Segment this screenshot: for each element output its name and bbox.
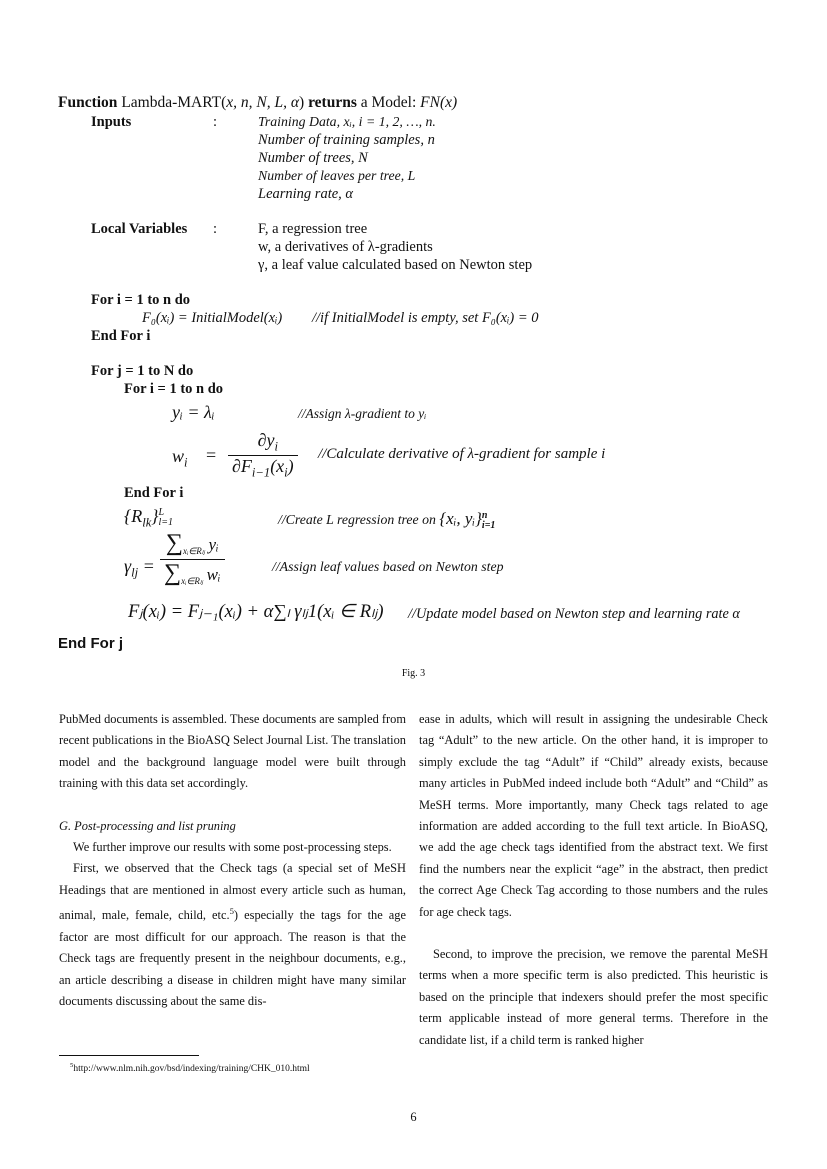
- left-paragraph: We further improve our results with some post-processing steps.: [73, 840, 392, 855]
- w-equals: =: [206, 445, 217, 465]
- returns-text: a Model:: [356, 94, 421, 111]
- footnote: [70, 1062, 310, 1074]
- w-denominator-close: ): [287, 455, 294, 476]
- assign-y-comment: //Assign λ-gradient to yᵢ: [298, 406, 427, 421]
- end-for-i: End For i: [91, 328, 151, 344]
- function-close: ): [299, 94, 305, 111]
- local-line: w, a derivatives of λ-gradients: [258, 239, 433, 255]
- gamma-lhs: [124, 556, 155, 581]
- inner-for-head: For i = 1 to n do: [124, 381, 224, 397]
- local-line: F, a regression tree: [258, 221, 368, 237]
- tree-comment: [278, 509, 495, 531]
- paragraph-text: ) especially the tags for the age factor are most difficult for our approach. The reason is that the Check tags are frequently present in the neighbour documents, e.g., an article describing a disease in children might have many similar documents discussing about the same dis-: [59, 908, 406, 1008]
- returns-keyword: returns: [308, 94, 357, 111]
- inner-end-for: End For i: [124, 485, 184, 501]
- w-denominator: ∂F: [232, 455, 252, 476]
- inputs-label: Inputs: [91, 114, 132, 130]
- tree-data-range: i=1: [481, 519, 496, 531]
- footnote-url: http://www.nlm.nih.gov/bsd/indexing/training/CHK_010.html: [73, 1064, 310, 1075]
- input-line: Training Data, xᵢ, i = 1, 2, …, n.: [258, 114, 436, 129]
- gamma-sum-top: ∑: [165, 530, 183, 556]
- w-subscript: i: [184, 455, 188, 470]
- update-comment: //Update model based on Newton step and learning rate α: [408, 606, 740, 622]
- w-comment: //Calculate derivative of λ-gradient for sample i: [318, 446, 606, 462]
- locals-colon: :: [213, 221, 218, 237]
- tree-set-upper: L: [158, 506, 165, 518]
- w-fraction: [228, 430, 298, 480]
- paragraph-text: First, we observed that the Check tags (a special set of MeSH Headings that are mentioned in almost every article such as human, animal, male, female, child, etc.: [59, 861, 406, 923]
- w-lhs: [172, 446, 188, 471]
- left-column: [59, 709, 406, 1012]
- function-keyword: Function: [58, 94, 118, 111]
- page-number: 6: [410, 1110, 417, 1124]
- algorithm-signature: [58, 94, 457, 112]
- input-line: Learning rate, α: [258, 186, 354, 202]
- for-j-head: For j = 1 to N do: [91, 363, 194, 379]
- for-i-head: For i = 1 to n do: [91, 292, 191, 308]
- tree-set-open: {R: [124, 506, 143, 526]
- tree-set-lhs: [124, 506, 173, 531]
- inputs-colon: :: [213, 114, 218, 130]
- function-args: x, n, N, L, α: [226, 94, 300, 111]
- w-numerator-subscript: i: [274, 439, 279, 454]
- end-for-j: End For j: [58, 635, 123, 652]
- w-numerator: ∂y: [257, 430, 275, 450]
- right-paragraph: Second, to improve the precision, we remove the parental MeSH terms when a more specific term is also predicted. This heuristic is based on the principle that indexers should prefer the most specific term applicable instead of more general terms. Therefore in the candidate list, if a child term is ranked higher: [419, 947, 768, 1047]
- footnote-mark: 5: [70, 1062, 74, 1069]
- tree-set-subscript: lk: [142, 515, 152, 530]
- init-statement: F₀(xᵢ) = InitialModel(xᵢ): [142, 310, 283, 326]
- tree-set-close: }: [151, 506, 159, 526]
- gamma-sum-top-index: xᵢ∈Rₗⱼ: [183, 545, 205, 556]
- function-name: Lambda-MART(: [121, 94, 227, 111]
- right-paragraph: ease in adults, which will result in assigning the undesirable Check tag “Adult” to the new article. On the other hand, it is improper to simply exclude the tag “Adult” if “Child” already exists, because many articles in PubMed indeed include both “Adult” and “Child” as MeSH terms. More importantly, many Check tags related to age information are added according to the full text article. In BioASQ, we add the age check tags identified from the abstract text. We first find the numbers near the explicit “age” in the abstract, then predict the correct Age Check Tag according to those numbers and the rules for age check tags.: [419, 712, 768, 919]
- local-line: γ, a leaf value calculated based on Newton step: [258, 257, 533, 273]
- figure-caption: Fig. 3: [401, 668, 426, 679]
- tree-set-range: l=1: [158, 516, 174, 528]
- model-name: FN(x): [420, 94, 458, 111]
- gamma-subscript: lj: [131, 565, 139, 580]
- w-symbol: w: [172, 446, 185, 466]
- footnote-rule: [59, 1055, 199, 1056]
- local-variables-label: Local Variables: [91, 221, 188, 237]
- tree-data-upper: n: [481, 509, 488, 521]
- left-paragraph: PubMed documents is assembled. These documents are sampled from recent publications in the BioASQ Select Journal List. The translation model and the background language model were built through training with this data set accordingly.: [59, 712, 406, 791]
- w-denominator-subscript: i−1: [251, 465, 271, 480]
- gamma-comment: //Assign leaf values based on Newton step: [272, 559, 504, 574]
- gamma-num-var: yᵢ: [208, 535, 219, 554]
- left-paragraph: [59, 858, 406, 1012]
- gamma-equals: =: [142, 556, 155, 576]
- input-line: Number of trees, N: [258, 150, 368, 166]
- w-denominator-arg-subscript: i: [284, 465, 288, 480]
- gamma-den-var: wᵢ: [206, 565, 221, 584]
- gamma-sum-bottom: ∑: [164, 560, 182, 586]
- tree-comment-text: //Create L regression tree on: [278, 512, 440, 527]
- right-column: [419, 709, 768, 1051]
- input-line: Number of training samples, n: [258, 132, 435, 148]
- assign-y-statement: yᵢ = λᵢ: [172, 402, 215, 422]
- update-statement: Fⱼ(xᵢ) = Fⱼ₋₁(xᵢ) + α∑ₗ γₗⱼ1(xᵢ ∈ Rₗⱼ): [128, 602, 384, 622]
- gamma-fraction: [160, 530, 225, 587]
- w-denominator-arg: (x: [270, 455, 285, 476]
- input-line: Number of leaves per tree, L: [258, 168, 416, 183]
- gamma-sum-bottom-index: xᵢ∈Rₗⱼ: [181, 575, 203, 586]
- section-heading: G. Post-processing and list pruning: [59, 818, 236, 833]
- tree-data-set: {xᵢ, yᵢ}: [439, 509, 482, 528]
- gamma-symbol: γ: [124, 556, 132, 576]
- footnote-ref: 5: [229, 906, 234, 917]
- init-comment: //if InitialModel is empty, set F₀(xᵢ) = 0: [312, 310, 539, 326]
